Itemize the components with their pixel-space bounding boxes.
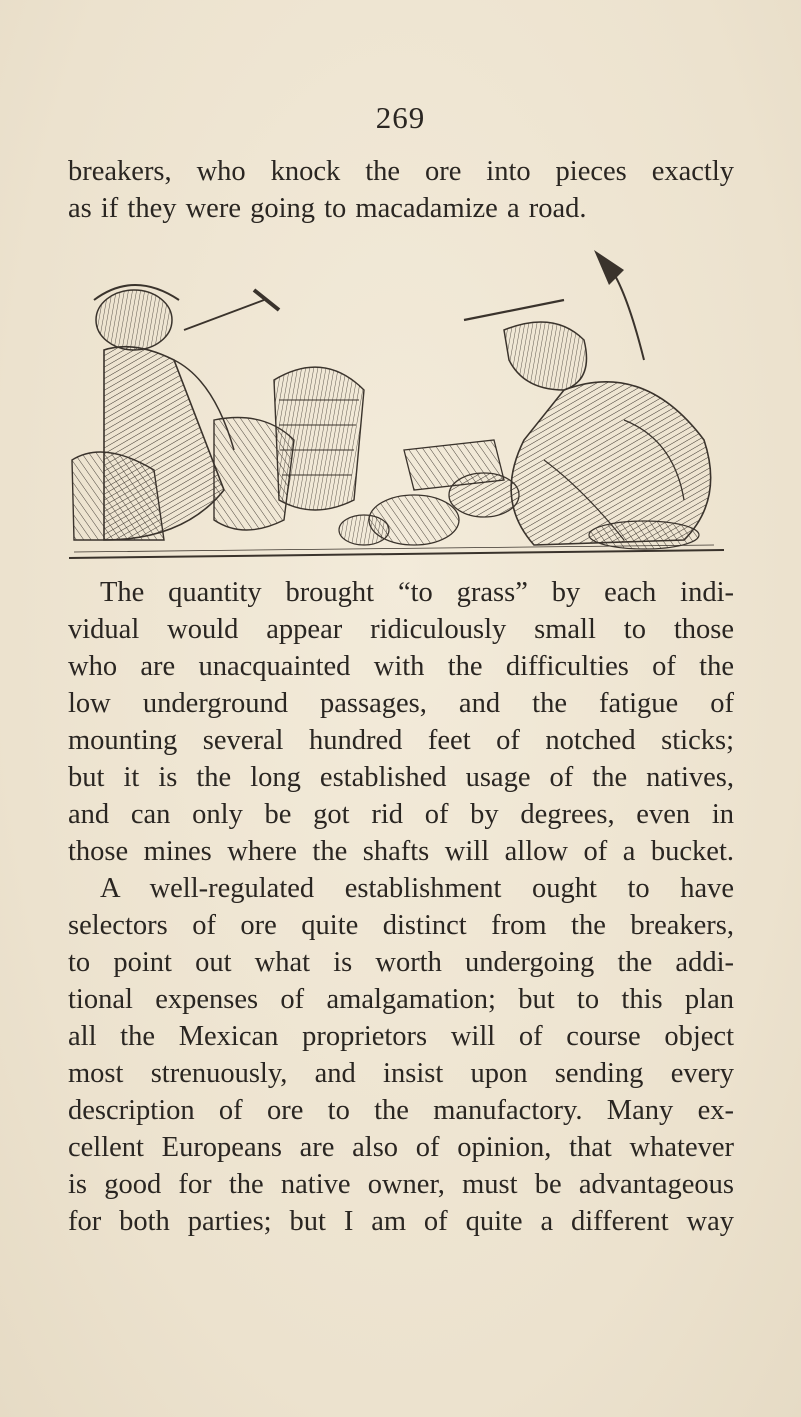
text-line: low underground passages, and the fatigue of	[68, 688, 734, 719]
text-line: but it is the long established usage of the natives,	[68, 762, 734, 793]
text-line: The quantity brought “to grass” by each indi-	[100, 577, 734, 608]
top-paragraph	[68, 153, 734, 227]
main-paragraph	[68, 574, 734, 1240]
text-line: selectors of ore quite distinct from the breakers,	[68, 910, 734, 941]
text-line: for both parties; but I am of quite a different way	[68, 1206, 734, 1237]
text-line: tional expenses of amalgamation; but to this plan	[68, 984, 734, 1015]
text-line: vidual would appear ridiculously small to those	[68, 614, 734, 645]
ore-basket-drawing	[274, 367, 519, 545]
engraving-illustration	[64, 240, 734, 565]
text-line: all the Mexican proprietors will of course object	[68, 1021, 734, 1052]
text-line: those mines where the shafts will allow of a bucket.	[68, 836, 734, 867]
text-line: most strenuously, and insist upon sending every	[68, 1058, 734, 1089]
left-figure-drawing	[72, 285, 294, 540]
text-line: to point out what is worth undergoing the addi-	[68, 947, 734, 978]
page-number: 269	[375, 100, 426, 135]
text-line: as if they were going to macadamize a road.	[68, 193, 587, 224]
text-line: mounting several hundred feet of notched sticks;	[68, 725, 734, 756]
text-line: A well-regulated establishment ought to have	[100, 873, 734, 904]
text-line: who are unacquainted with the difficulties of the	[68, 651, 734, 682]
text-line: breakers, who knock the ore into pieces exactly	[68, 156, 734, 187]
text-line: is good for the native owner, must be advantageous	[68, 1169, 734, 1200]
text-line: description of ore to the manufactory. Many ex-	[68, 1095, 734, 1126]
text-line: and can only be got rid of by degrees, even in	[68, 799, 734, 830]
text-line: cellent Europeans are also of opinion, that whatever	[68, 1132, 734, 1163]
